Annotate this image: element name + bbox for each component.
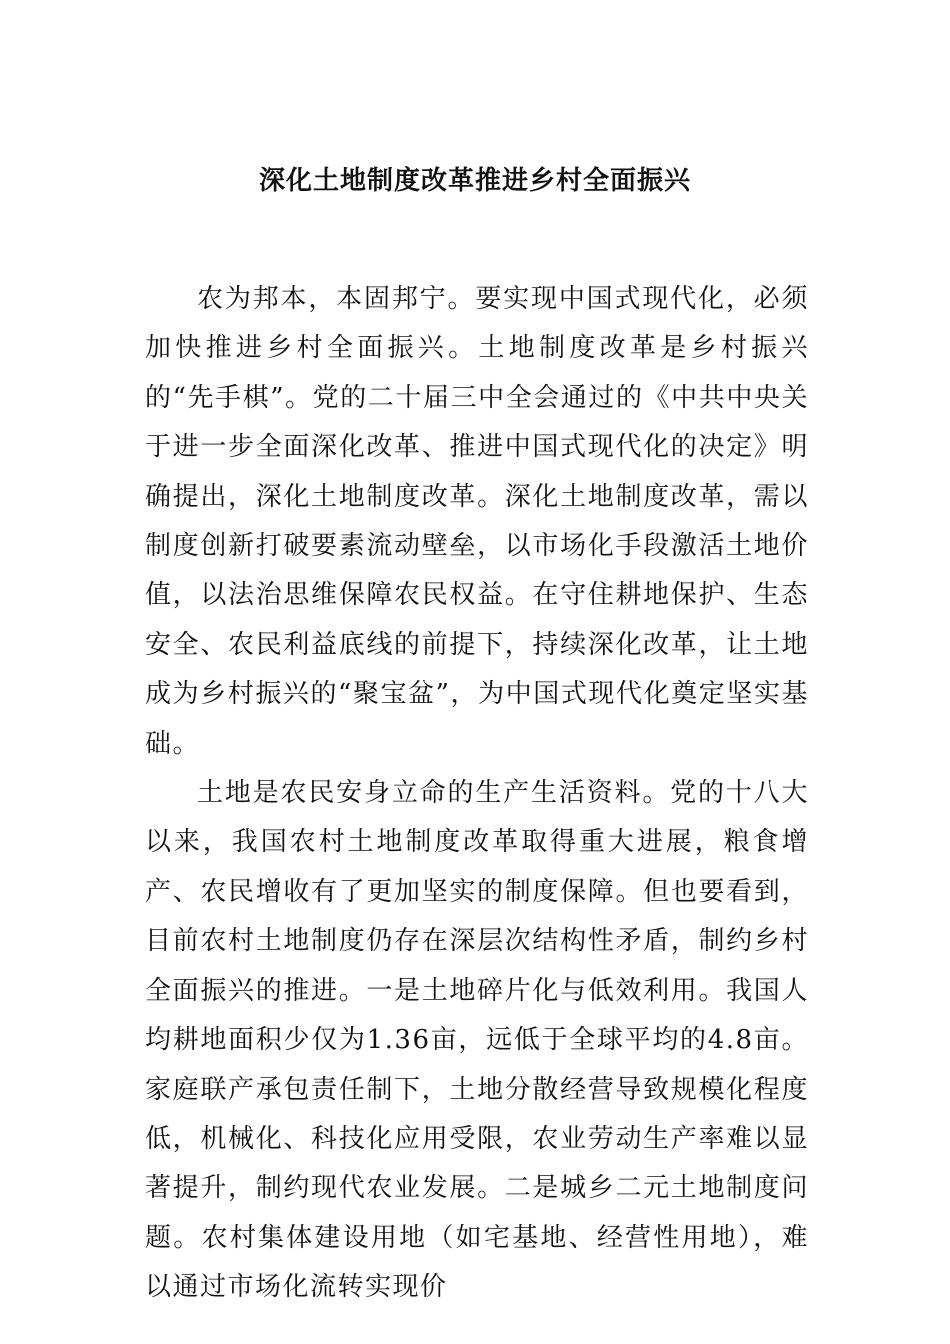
document-body	[145, 275, 809, 1313]
paragraph-1: 农为邦本，本固邦宁。要实现中国式现代化，必须加快推进乡村全面振兴。土地制度改革是乡村振兴的“先手棋”。党的二十届三中全会通过的《中共中央关于进一步全面深化改革、推进中国式现代化的决定》明确提出，深化土地制度改革。深化土地制度改革，需以制度创新打破要素流动壁垒，以市场化手段激活土地价值，以法治思维保障农民权益。在守住耕地保护、生态安全、农民利益底线的前提下，持续深化改革，让土地成为乡村振兴的“聚宝盆”，为中国式现代化奠定坚实基础。	[145, 284, 809, 759]
paragraph-2: 土地是农民安身立命的生产生活资料。党的十八大以来，我国农村土地制度改革取得重大进展，粮食增产、农民增收有了更加坚实的制度保障。但也要看到，目前农村土地制度仍存在深层次结构性矛盾，制约乡村全面振兴的推进。一是土地碎片化与低效利用。我国人均耕地面积少仅为1.36亩，远低于全球平均的4.8亩。家庭联产承包责任制下，土地分散经营导致规模化程度低，机械化、科技化应用受限，农业劳动生产率难以显著提升，制约现代农业发展。二是城乡二元土地制度问题。农村集体建设用地（如宅基地、经营性用地），难以通过市场化流转实现价	[145, 778, 809, 1303]
document-title: 深化土地制度改革推进乡村全面振兴	[258, 166, 691, 196]
